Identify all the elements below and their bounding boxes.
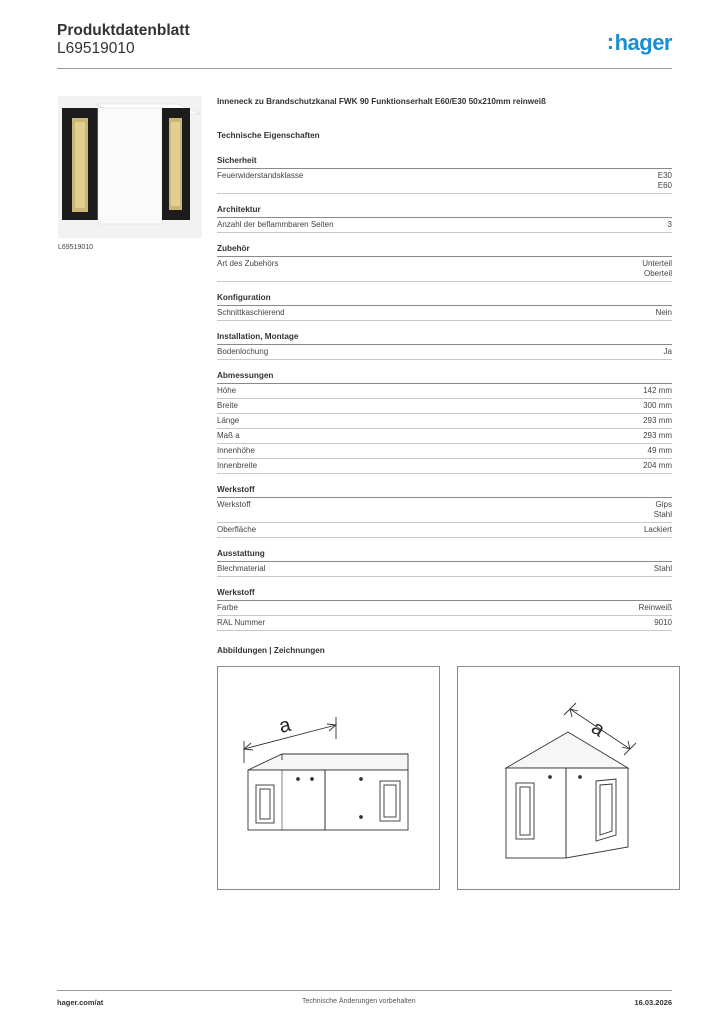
section [217,484,672,538]
property-row [217,169,672,194]
section [217,370,672,474]
photo-caption: L69519010 [58,244,94,251]
property-label: Höhe [217,386,237,395]
property-row [217,444,672,459]
property-label: Art des Zubehörs [217,259,279,268]
property-value: 293 mm [643,416,672,425]
property-sections [217,155,672,631]
property-row [217,218,672,233]
properties-panel [217,96,672,631]
section [217,292,672,321]
property-row [217,616,672,631]
section [217,587,672,631]
property-value: 293 mm [643,431,672,440]
page-header [57,20,672,68]
property-label: Innenhöhe [217,446,255,455]
property-row [217,523,672,538]
section-title: Abmessungen [217,370,672,384]
property-value: Ja [663,347,672,356]
property-row [217,399,672,414]
section-title: Installation, Montage [217,331,672,345]
property-label: Feuerwiderstandsklasse [217,171,304,180]
property-label: RAL Nummer [217,618,266,627]
property-row [217,257,672,282]
section-title: Werkstoff [217,587,672,601]
property-row [217,498,672,523]
property-label: Blechmaterial [217,564,266,573]
property-row [217,345,672,360]
property-row [217,414,672,429]
property-value: Nein [655,308,672,317]
product-photo [58,96,202,238]
header-divider [57,68,672,69]
property-value: 142 mm [643,386,672,395]
property-row [217,601,672,616]
section [217,331,672,360]
property-value: Lackiert [643,525,672,534]
property-row [217,459,672,474]
product-description: Inneneck zu Brandschutzkanal FWK 90 Funktionserhalt E60/E30 50x210mm reinweiß [217,97,546,106]
property-value: Reinweiß [638,603,672,612]
drawing-side-view [457,666,680,890]
property-label: Farbe [217,603,238,612]
property-label: Schnittkaschierend [217,308,285,317]
property-value: 9010 [654,618,672,627]
section [217,155,672,194]
property-value: 49 mm [647,446,672,455]
footer-website: hager.com/at [57,998,104,1007]
section-title: Sicherheit [217,155,672,169]
property-label: Oberfläche [217,525,257,534]
tech-properties-heading: Technische Eigenschaften [217,131,320,140]
article-number: L69519010 [57,40,135,57]
property-row [217,562,672,577]
property-label: Innenbreite [217,461,258,470]
property-label: Anzahl der beflammbaren Seiten [217,220,334,229]
figures-heading: Abbildungen | Zeichnungen [217,646,325,655]
property-value: Unterteil Oberteil [642,259,672,278]
footer-divider [57,990,672,991]
property-value: 3 [667,220,672,229]
dimension-a-label-1: a [276,713,294,738]
property-label: Länge [217,416,240,425]
section-title: Architektur [217,204,672,218]
property-label: Breite [217,401,238,410]
footer-note: Technische Änderungen vorbehalten [302,998,416,1005]
property-value: Stahl [653,564,672,573]
section [217,548,672,577]
hager-logo: :hager [606,29,672,55]
section-title: Konfiguration [217,292,672,306]
property-label: Maß a [217,431,240,440]
property-value: E30 E60 [657,171,672,190]
property-label: Bodenlochung [217,347,269,356]
property-value: 204 mm [643,461,672,470]
property-row [217,429,672,444]
property-value: 300 mm [643,401,672,410]
section-title: Werkstoff [217,484,672,498]
property-value: Gips Stahl [653,500,672,519]
dimension-a-label-2: a [587,716,609,742]
page-title: Produktdatenblatt [57,22,190,39]
property-label: Werkstoff [217,500,251,509]
section [217,204,672,233]
section-title: Zubehör [217,243,672,257]
property-row [217,306,672,321]
property-row [217,384,672,399]
drawing-front-view [217,666,440,890]
footer-date: 16.03.2026 [634,998,672,1007]
section-title: Ausstattung [217,548,672,562]
section [217,243,672,282]
